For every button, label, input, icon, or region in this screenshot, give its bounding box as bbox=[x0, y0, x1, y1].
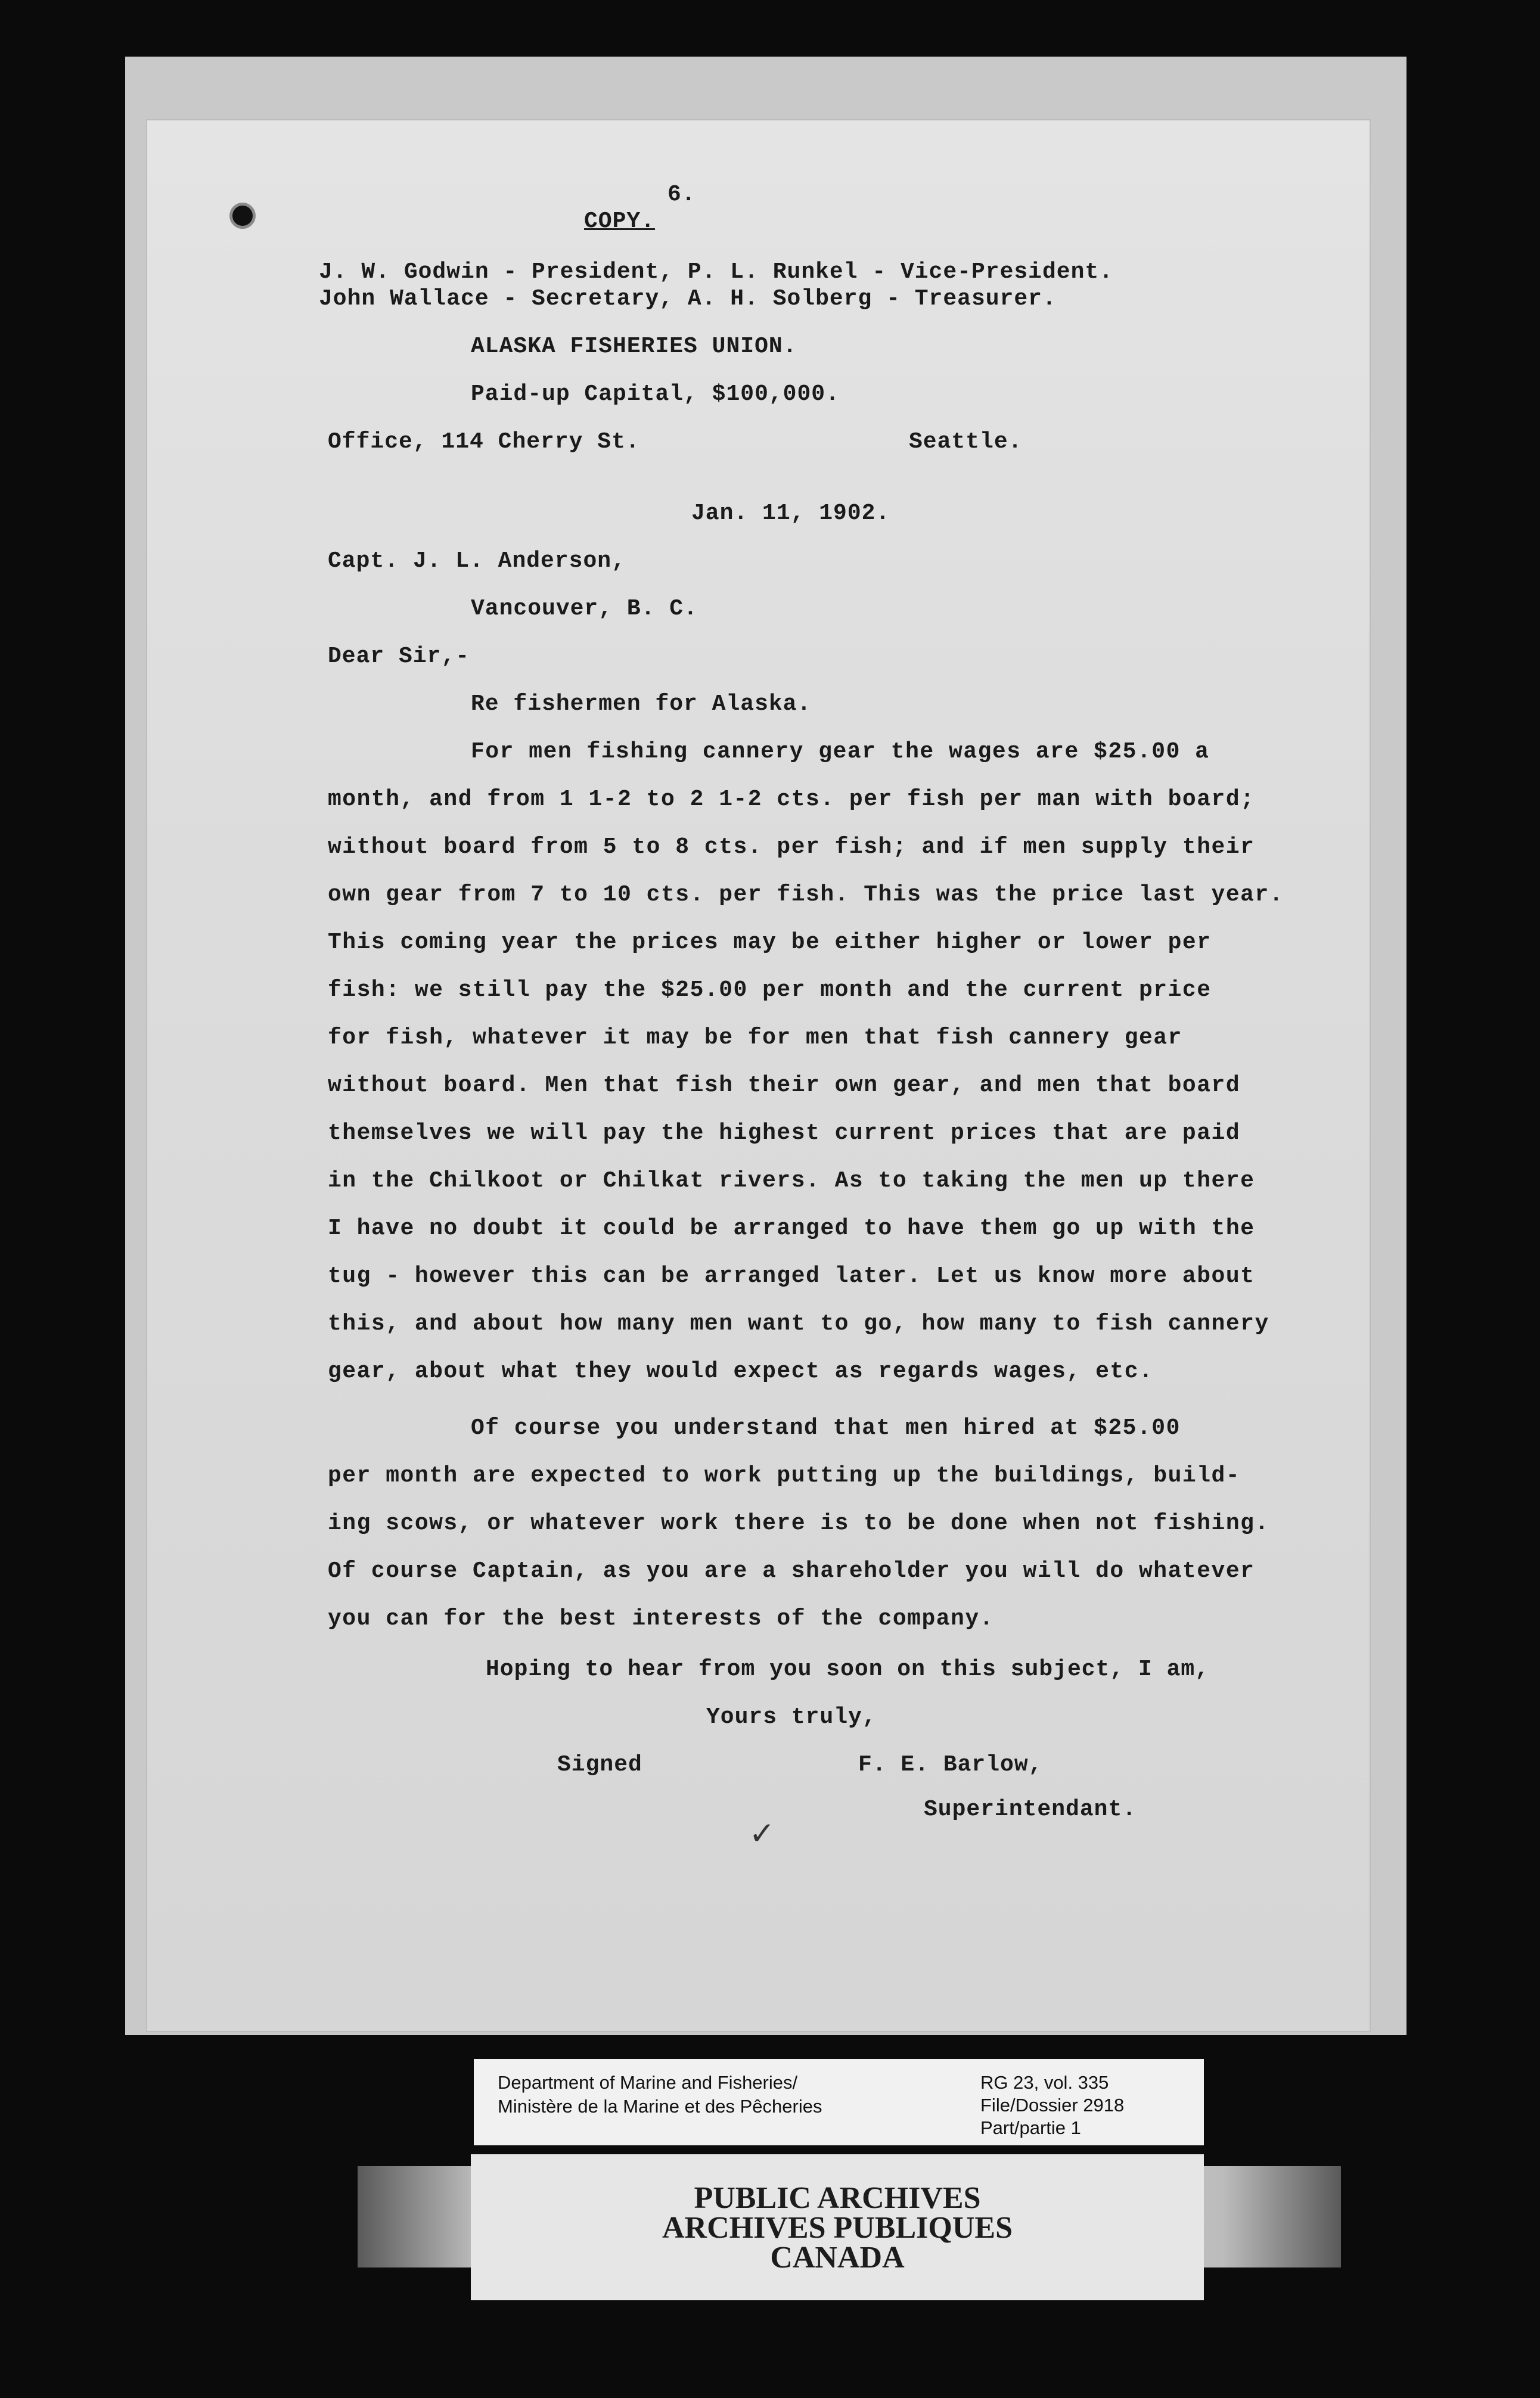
subject-line: Re fishermen for Alaska. bbox=[471, 691, 812, 717]
letter-page bbox=[146, 119, 1371, 2032]
paragraph-1-line: without board. Men that fish their own gear, and men that board bbox=[328, 1073, 1241, 1098]
officers-line-2: John Wallace - Secretary, A. H. Solberg - Treasurer. bbox=[319, 286, 1057, 312]
copy-heading: COPY. bbox=[584, 209, 656, 234]
office-city: Seattle. bbox=[909, 429, 1023, 455]
paragraph-2-line: ing scows, or whatever work there is to be done when not fishing. bbox=[328, 1511, 1269, 1536]
organization-name: ALASKA FISHERIES UNION. bbox=[471, 334, 797, 359]
recipient-city: Vancouver, B. C. bbox=[471, 596, 698, 622]
paragraph-1-line: I have no doubt it could be arranged to have them go up with the bbox=[328, 1216, 1255, 1241]
office-address: Office, 114 Cherry St. bbox=[328, 429, 640, 455]
paragraph-1-line: this, and about how many men want to go, how many to fish cannery bbox=[328, 1311, 1269, 1337]
paragraph-1-line: without board from 5 to 8 cts. per fish; and if men supply their bbox=[328, 834, 1255, 860]
paragraph-2-line: you can for the best interests of the company. bbox=[328, 1606, 994, 1632]
punch-hole bbox=[229, 203, 256, 229]
signed-label: Signed bbox=[557, 1752, 642, 1778]
page-number: 6. bbox=[667, 182, 696, 207]
stamp-line-1: PUBLIC ARCHIVES bbox=[694, 2181, 981, 2215]
paragraph-1-line: tug - however this can be arranged later. Let us know more about bbox=[328, 1263, 1255, 1289]
reference-part: Part/partie 1 bbox=[980, 2117, 1081, 2138]
recipient-name: Capt. J. L. Anderson, bbox=[328, 548, 626, 574]
paragraph-2-line: per month are expected to work putting up the buildings, build- bbox=[328, 1463, 1241, 1489]
officers-line-1: J. W. Godwin - President, P. L. Runkel - Vice-President. bbox=[319, 259, 1114, 285]
paragraph-1-line: fish: we still pay the $25.00 per month and the current price bbox=[328, 977, 1212, 1003]
closing-line: Hoping to hear from you soon on this subject, I am, bbox=[486, 1657, 1209, 1682]
paragraph-2-line: Of course Captain, as you are a shareholder you will do whatever bbox=[328, 1558, 1255, 1584]
paragraph-2-line: Of course you understand that men hired at $25.00 bbox=[471, 1415, 1181, 1441]
department-english: Department of Marine and Fisheries/ bbox=[498, 2072, 798, 2093]
salutation: Dear Sir,- bbox=[328, 644, 470, 669]
closing-yours-truly: Yours truly, bbox=[706, 1704, 877, 1730]
checkmark-icon: ✓ bbox=[751, 1815, 773, 1856]
archive-caption-card bbox=[474, 2059, 1204, 2145]
paragraph-1-line: themselves we will pay the highest current prices that are paid bbox=[328, 1120, 1241, 1146]
archive-stamp bbox=[471, 2154, 1204, 2300]
paragraph-1-line: for fish, whatever it may be for men that fish cannery gear bbox=[328, 1025, 1182, 1051]
paragraph-1-line: month, and from 1 1-2 to 2 1-2 cts. per fish per man with board; bbox=[328, 787, 1255, 812]
signer-title: Superintendant. bbox=[924, 1797, 1137, 1822]
paragraph-1-line: own gear from 7 to 10 cts. per fish. This was the price last year. bbox=[328, 882, 1284, 908]
paragraph-1-line: gear, about what they would expect as regards wages, etc. bbox=[328, 1359, 1154, 1384]
reference-file: File/Dossier 2918 bbox=[980, 2095, 1125, 2116]
signer-name: F. E. Barlow, bbox=[858, 1752, 1043, 1778]
stamp-line-2: ARCHIVES PUBLIQUES bbox=[662, 2211, 1013, 2245]
stamp-line-3: CANADA bbox=[770, 2241, 905, 2275]
letter-date: Jan. 11, 1902. bbox=[691, 501, 890, 526]
paragraph-1-line: in the Chilkoot or Chilkat rivers. As to taking the men up there bbox=[328, 1168, 1255, 1194]
paragraph-1-line: This coming year the prices may be either higher or lower per bbox=[328, 930, 1212, 955]
paragraph-1-line: For men fishing cannery gear the wages are $25.00 a bbox=[471, 739, 1210, 765]
department-french: Ministère de la Marine et des Pêcheries bbox=[498, 2096, 822, 2117]
capital-line: Paid-up Capital, $100,000. bbox=[471, 381, 840, 407]
reference-rg: RG 23, vol. 335 bbox=[980, 2072, 1109, 2093]
